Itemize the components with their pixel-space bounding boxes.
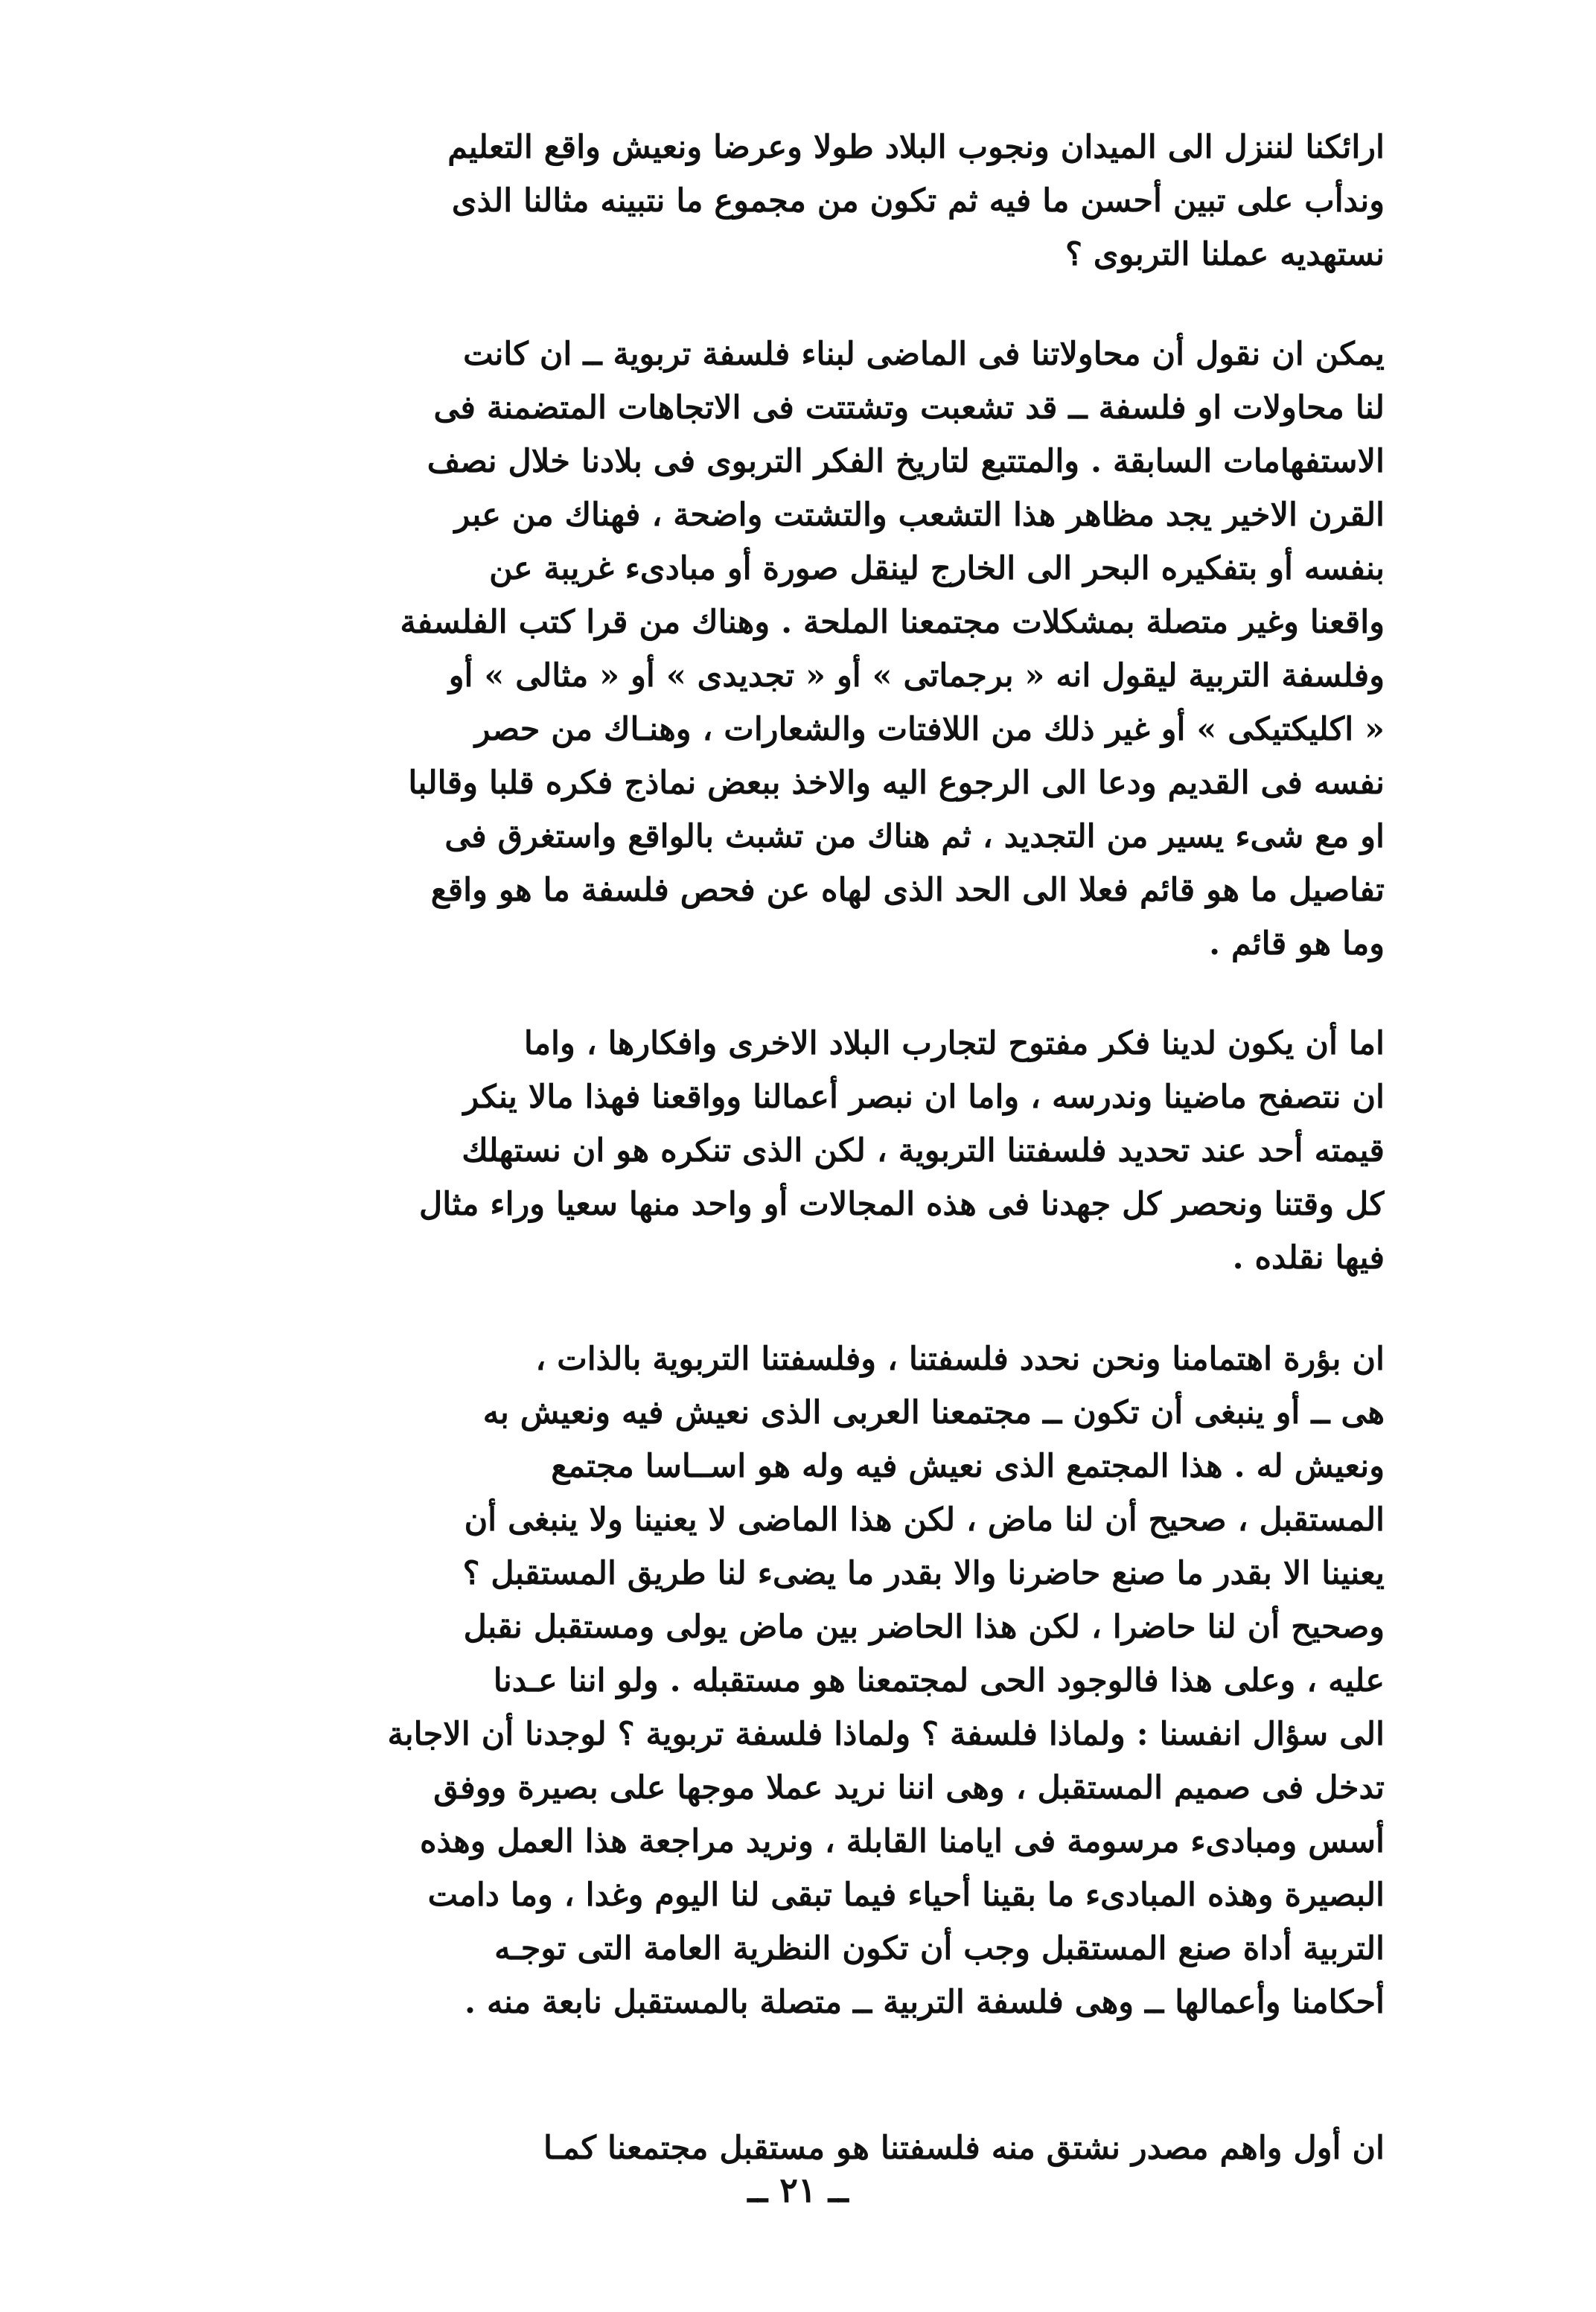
text-line: نستهديه عملنا التربوى ؟ — [1065, 236, 1385, 273]
paragraph-5 — [223, 2121, 1385, 2175]
text-line: اما أن يكون لدينا فكر مفتوح لتجارب البلاد الاخرى وافكارها ، واما — [523, 1025, 1385, 1062]
text-line: بنفسه أو بتفكيره البحر الى الخارج لينقل صورة أو مبادىء غريبة عن — [489, 550, 1385, 587]
text-line: نفسه فى القديم ودعا الى الرجوع اليه والاخذ ببعض نماذج فكره قلبا وقالبا — [408, 764, 1385, 802]
text-line: وفلسفة التربية ليقول انه « برجماتى » أو « تجديدى » أو « مثالى » أو — [448, 657, 1385, 694]
text-line: يمكن ان نقول أن محاولاتنا فى الماضى لبناء فلسفة تربوية ــ ان كانت — [463, 336, 1385, 373]
text-line: المستقبل ، صحيح أن لنا ماض ، لكن هذا الماضى لا يعنينا ولا ينبغى أن — [464, 1501, 1385, 1539]
text-line: ان نتصفح ماضينا وندرسه ، واما ان نبصر أعمالنا وواقعنا فهذا مالا ينكر — [463, 1079, 1385, 1116]
paragraph-2 — [223, 328, 1385, 971]
text-line: ونعيش له . هذا المجتمع الذى نعيش فيه وله هو اســاسا مجتمع — [551, 1448, 1385, 1485]
text-line: تدخل فى صميم المستقبل ، وهى اننا نريد عملا موجها على بصيرة ووفق — [433, 1769, 1385, 1807]
text-line: واقعنا وغير متصلة بمشكلات مجتمعنا الملحة . وهناك من قرا كتب الفلسفة — [400, 604, 1385, 641]
text-line: أحكامنا وأعمالها ــ وهى فلسفة التربية ــ متصلة بالمستقبل نابعة منه . — [465, 1984, 1385, 2021]
text-line: ارائكنا لننزل الى الميدان ونجوب البلاد طولا وعرضا ونعيش واقع التعليم — [447, 129, 1385, 166]
paragraph-4 — [223, 1332, 1385, 2029]
text-line: لنا محاولات او فلسفة ــ قد تشعبت وتشتتت فى الاتجاهات المتضمنة فى — [433, 389, 1385, 427]
paragraph-1 — [223, 121, 1385, 281]
text-line: القرن الاخير يجد مظاهر هذا التشعب والتشتت واضحة ، فهناك من عبر — [454, 496, 1385, 534]
text-line: ان أول واهم مصدر نشتق منه فلسفتنا هو مستقبل مجتمعنا كمـا — [543, 2130, 1385, 2167]
text-line: الاستفهامات السابقة . والمتتبع لتاريخ الفكر التربوى فى بلادنا خلال نصف — [427, 443, 1385, 480]
text-line: أسس ومبادىء مرسومة فى ايامنا القابلة ، ونريد مراجعة هذا العمل وهذه — [419, 1823, 1385, 1860]
text-line: الى سؤال انفسنا : ولماذا فلسفة ؟ ولماذا فلسفة تربوية ؟ لوجدنا أن الاجابة — [387, 1716, 1385, 1753]
text-line: وندأب على تبين أحسن ما فيه ثم تكون من مجموع ما نتبينه مثالنا الذى — [451, 182, 1385, 220]
text-line: « اكليكتيكى » أو غير ذلك من اللافتات والشعارات ، وهنـاك من حصر — [474, 711, 1385, 748]
text-line: ان بؤرة اهتمامنا ونحن نحدد فلسفتنا ، وفلسفتنا التربوية بالذات ، — [535, 1341, 1385, 1378]
paragraph-3 — [223, 1017, 1385, 1285]
text-line: عليه ، وعلى هذا فالوجود الحى لمجتمعنا هو مستقبله . ولو اننا عـدنا — [493, 1662, 1385, 1699]
text-line: قيمته أحد عند تحديد فلسفتنا التربوية ، لكن الذى تنكره هو ان نستهلك — [462, 1132, 1385, 1169]
text-line: تفاصيل ما هو قائم فعلا الى الحد الذى لهاه عن فحص فلسفة ما هو واقع — [430, 872, 1385, 909]
text-line: البصيرة وهذه المبادىء ما بقينا أحياء فيما تبقى لنا اليوم وغدا ، وما دامت — [427, 1877, 1385, 1914]
text-line: هى ــ أو ينبغى أن تكون ــ مجتمعنا العربى الذى نعيش فيه ونعيش به — [482, 1394, 1385, 1431]
text-line: او مع شىء يسير من التجديد ، ثم هناك من تشبث بالواقع واستغرق فى — [444, 818, 1385, 855]
text-line: وما هو قائم . — [1209, 925, 1385, 962]
text-line: كل وقتنا ونحصر كل جهدنا فى هذه المجالات أو واحد منها سعيا وراء مثال — [419, 1186, 1385, 1223]
text-line: وصحيح أن لنا حاضرا ، لكن هذا الحاضر بين ماض يولى ومستقبل نقبل — [463, 1609, 1385, 1646]
page-number: ــ ٢١ ــ — [747, 2170, 849, 2210]
text-line: التربية أداة صنع المستقبل وجب أن تكون النظرية العامة التى توجـه — [494, 1930, 1385, 1967]
text-line: فيها نقلده . — [1232, 1239, 1385, 1277]
text-line: يعنينا الا بقدر ما صنع حاضرنا والا بقدر ما يضىء لنا طريق المستقبل ؟ — [462, 1555, 1385, 1592]
